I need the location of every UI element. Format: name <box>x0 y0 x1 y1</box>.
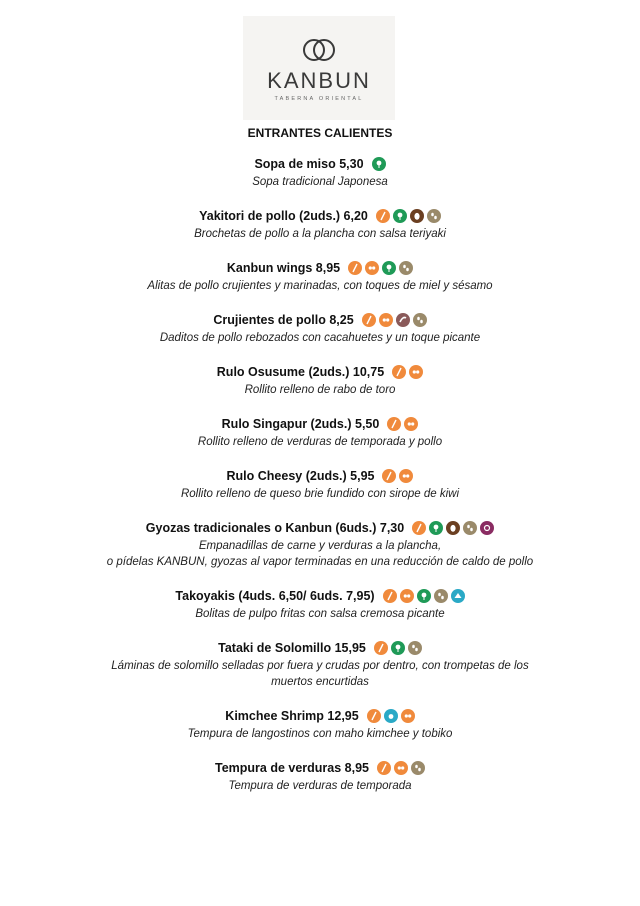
menu-item-name: Crujientes de pollo 8,25 <box>213 313 354 327</box>
orange-dots-icon <box>365 261 379 275</box>
orange-dots-icon <box>400 589 414 603</box>
menu-item <box>0 154 640 190</box>
menu-item-name: Rulo Cheesy (2uds.) 5,95 <box>226 469 375 483</box>
teal-shell-icon <box>451 589 465 603</box>
taupe-sesame-icon <box>408 641 422 655</box>
menu-item-name: Takoyakis (4uds. 6,50/ 6uds. 7,95) <box>175 589 375 603</box>
menu-item-name: Yakitori de pollo (2uds.) 6,20 <box>199 209 368 223</box>
menu-item-name: Sopa de miso 5,30 <box>254 157 364 171</box>
green-leaf-icon <box>417 589 431 603</box>
menu-item-name: Gyozas tradicionales o Kanbun (6uds.) 7,30 <box>145 521 405 535</box>
menu-item-name: Rulo Singapur (2uds.) 5,50 <box>221 417 380 431</box>
menu-item-description: Tempura de langostinos con maho kimchee y tobiko <box>187 728 453 740</box>
menu-item-description: Rollito relleno de verduras de temporada y pollo <box>197 436 443 448</box>
menu-item <box>0 638 640 690</box>
menu-item-description: Alitas de pollo crujientes y marinadas, con toques de miel y sésamo <box>147 280 493 292</box>
menu-item-header <box>0 310 640 330</box>
orange-dots-icon <box>404 417 418 431</box>
brown-egg-icon <box>446 521 460 535</box>
allergen-icons <box>374 641 422 655</box>
teal-crab-icon <box>384 709 398 723</box>
menu-item-header <box>0 518 640 538</box>
menu-item <box>0 586 640 622</box>
menu-item-header <box>0 258 640 278</box>
menu-item-header <box>0 638 640 658</box>
orange-wheat-icon <box>374 641 388 655</box>
purple-mollusc-icon <box>480 521 494 535</box>
menu-item-description: Daditos de pollo rebozados con cacahuetes y un toque picante <box>159 332 481 344</box>
green-leaf-icon <box>429 521 443 535</box>
menu-item-description: Rollito relleno de rabo de toro <box>244 384 396 396</box>
allergen-icons <box>376 209 441 223</box>
allergen-icons <box>387 417 418 431</box>
menu-item-header <box>0 466 640 486</box>
orange-dots-icon <box>401 709 415 723</box>
menu-item-header <box>0 206 640 226</box>
orange-wheat-icon <box>376 209 390 223</box>
menu-item <box>0 362 640 398</box>
green-leaf-icon <box>393 209 407 223</box>
orange-wheat-icon <box>382 469 396 483</box>
menu-item-header <box>0 362 640 382</box>
green-leaf-icon <box>391 641 405 655</box>
menu-item-name: Kimchee Shrimp 12,95 <box>225 709 359 723</box>
brand-name: KANBUN <box>267 68 371 93</box>
menu-item-header <box>0 706 640 726</box>
menu-item-name: Rulo Osusume (2uds.) 10,75 <box>216 365 385 379</box>
menu-item-name: Tataki de Solomillo 15,95 <box>218 641 366 655</box>
menu-item-header <box>0 154 640 174</box>
taupe-sesame-icon <box>427 209 441 223</box>
allergen-icons <box>382 469 413 483</box>
menu-item <box>0 414 640 450</box>
orange-wheat-icon <box>387 417 401 431</box>
orange-wheat-icon <box>377 761 391 775</box>
menu-item-description: Rollito relleno de queso brie fundido con sirope de kiwi <box>180 488 460 500</box>
menu-item <box>0 466 640 502</box>
menu-item-description: Empanadillas de carne y verduras a la plancha, <box>198 540 442 552</box>
menu-item-name: Kanbun wings 8,95 <box>226 261 341 275</box>
brand-tagline: TABERNA ORIENTAL <box>274 96 364 102</box>
orange-dots-icon <box>379 313 393 327</box>
orange-wheat-icon <box>348 261 362 275</box>
menu-item <box>0 758 640 794</box>
menu-item <box>0 310 640 346</box>
allergen-icons <box>383 589 465 603</box>
taupe-sesame-icon <box>399 261 413 275</box>
taupe-sesame-icon <box>411 761 425 775</box>
orange-wheat-icon <box>367 709 381 723</box>
orange-dots-icon <box>409 365 423 379</box>
brown-egg-icon <box>410 209 424 223</box>
menu-item-description: Brochetas de pollo a la plancha con salsa teriyaki <box>194 228 446 240</box>
menu-item <box>0 706 640 742</box>
green-leaf-icon <box>382 261 396 275</box>
allergen-icons <box>367 709 415 723</box>
taupe-sesame-icon <box>434 589 448 603</box>
taupe-sesame-icon <box>413 313 427 327</box>
menu-item-description: muertos encurtidas <box>271 676 369 688</box>
logo-mark-icon <box>302 38 336 62</box>
menu-item-header <box>0 414 640 434</box>
allergen-icons <box>392 365 423 379</box>
menu-item-description: Sopa tradicional Japonesa <box>252 176 388 188</box>
allergen-icons <box>372 157 386 171</box>
rose-peanut-icon <box>396 313 410 327</box>
menu-item <box>0 258 640 294</box>
menu-item-description: o pídelas KANBUN, gyozas al vapor terminadas en una reducción de caldo de pollo <box>106 556 534 568</box>
orange-wheat-icon <box>362 313 376 327</box>
orange-dots-icon <box>399 469 413 483</box>
menu-item <box>0 518 640 570</box>
allergen-icons <box>348 261 413 275</box>
menu-item-header <box>0 586 640 606</box>
menu-item <box>0 206 640 242</box>
taupe-sesame-icon <box>463 521 477 535</box>
orange-wheat-icon <box>412 521 426 535</box>
green-leaf-icon <box>372 157 386 171</box>
logo <box>243 16 395 120</box>
menu-item-name: Tempura de verduras 8,95 <box>214 761 369 775</box>
menu-item-header <box>0 758 640 778</box>
orange-wheat-icon <box>392 365 406 379</box>
section-title: ENTRANTES CALIENTES <box>247 126 393 140</box>
menu-item-description: Bolitas de pulpo fritas con salsa cremosa picante <box>195 608 445 620</box>
allergen-icons <box>362 313 427 327</box>
menu-item-description: Láminas de solomillo selladas por fuera y crudas por dentro, con trompetas de los <box>111 660 529 672</box>
allergen-icons <box>412 521 494 535</box>
orange-wheat-icon <box>383 589 397 603</box>
orange-dots-icon <box>394 761 408 775</box>
allergen-icons <box>377 761 425 775</box>
menu-item-description: Tempura de verduras de temporada <box>228 780 412 792</box>
